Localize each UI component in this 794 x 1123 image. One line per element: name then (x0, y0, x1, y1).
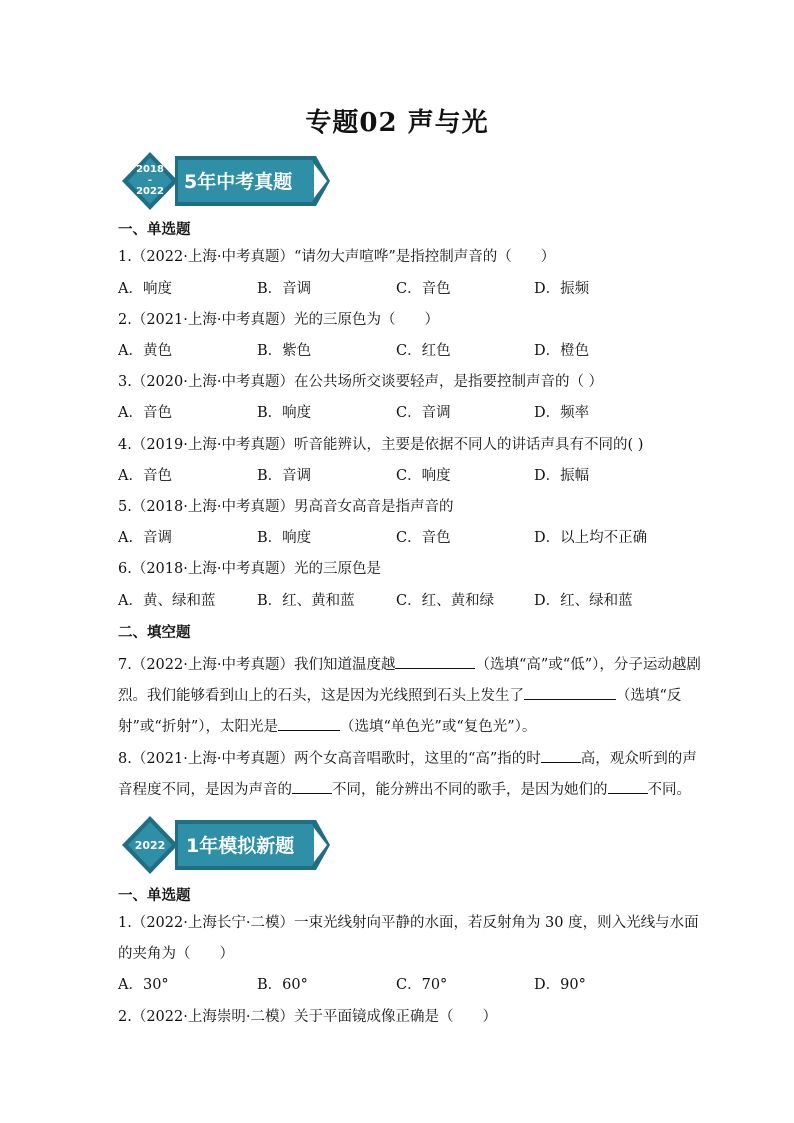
section-banner-mock (120, 814, 332, 876)
answer-blank[interactable] (292, 779, 332, 794)
option-b: B．音调 (257, 281, 312, 297)
option-c: C．音调 (396, 405, 451, 421)
question-stem: 1.（2022·上海长宁·二模）一束光线射向平静的水面，若反射角为 30 度，则入光线与水面 (118, 915, 699, 931)
question-stem: 6.（2018·上海·中考真题）光的三原色是 (118, 561, 381, 577)
question-stem: 3.（2020·上海·中考真题）在公共场所交谈要轻声，是指要控制声音的（ ） (118, 374, 604, 390)
question-8-line-1: 8.（2021·上海·中考真题）两个女高音唱歌时，这里的“高”指的时 高，观众听到的声 (118, 748, 697, 769)
option-b: B．60° (257, 977, 308, 993)
option-a: A．音色 (118, 405, 172, 421)
question-stem-continued: 的夹角为（ ） (118, 946, 234, 962)
option-b: B．响度 (257, 405, 312, 421)
banner1-years-top: 2018 (136, 164, 164, 175)
option-a: A．音调 (118, 530, 172, 546)
section-banner-exam (120, 150, 332, 212)
option-b: B．响度 (257, 530, 312, 546)
banner1-years-bottom: 2022 (136, 186, 164, 197)
option-b: B．音调 (257, 468, 312, 484)
question-stem: 5.（2018·上海·中考真题）男高音女高音是指声音的 (118, 499, 454, 515)
option-c: C．响度 (396, 468, 451, 484)
option-c: C．红、黄和绿 (396, 593, 495, 609)
option-c: C．音色 (396, 281, 451, 297)
option-b: B．紫色 (257, 343, 312, 359)
option-d: D．90° (534, 977, 586, 993)
question-7-line-3: 射”或“折射”），太阳光是 （选填“单色光”或“复色光”）。 (118, 716, 536, 737)
question-stem: 2.（2022·上海崇明·二模）关于平面镜成像正确是（ ） (118, 1009, 497, 1025)
option-d: D．以上均不正确 (534, 530, 648, 546)
option-c: C．红色 (396, 343, 451, 359)
question-stem: 2.（2021·上海·中考真题）光的三原色为（ ） (118, 312, 439, 328)
question-7-line-2: 烈。我们能够看到山上的石头，这是因为光线照到石头上发生了 （选填“反 (118, 685, 681, 706)
option-d: D．振频 (534, 281, 590, 297)
option-d: D．橙色 (534, 343, 590, 359)
option-a: A．黄色 (118, 343, 172, 359)
section2-heading: 二、填空题 (118, 625, 191, 641)
option-a: A．30° (118, 977, 169, 993)
option-a: A．音色 (118, 468, 172, 484)
option-d: D．频率 (534, 405, 590, 421)
answer-blank[interactable] (524, 685, 616, 700)
option-c: C．70° (396, 977, 448, 993)
answer-blank[interactable] (541, 748, 581, 763)
question-stem: 4.（2019·上海·中考真题）听音能辨认，主要是依据不同人的讲话声具有不同的( ) (118, 437, 644, 453)
question-7-line-1: 7.（2022·上海·中考真题）我们知道温度越 （选填“高”或“低”），分子运动越剧 (118, 654, 701, 675)
question-stem: 1.（2022·上海·中考真题）“请勿大声喧哗”是指控制声音的（ ） (118, 249, 556, 265)
banner1-label: 5年中考真题 (184, 171, 293, 193)
option-c: C．音色 (396, 530, 451, 546)
section3-heading: 一、单选题 (118, 888, 191, 904)
answer-blank[interactable] (395, 654, 475, 669)
option-b: B．红、黄和蓝 (257, 593, 355, 609)
question-8-line-2: 音程度不同，是因为声音的 不同，能分辨出不同的歌手，是因为她们的 不同。 (118, 779, 691, 800)
answer-blank[interactable] (278, 716, 340, 731)
option-d: D．振幅 (534, 468, 590, 484)
page-title: 专题02 声与光 (305, 108, 489, 138)
banner2-year: 2022 (134, 839, 166, 852)
option-a: A．响度 (118, 281, 172, 297)
option-a: A．黄、绿和蓝 (118, 593, 216, 609)
option-d: D．红、绿和蓝 (534, 593, 633, 609)
section1-heading: 一、单选题 (118, 222, 191, 238)
banner2-label: 1年模拟新题 (186, 835, 295, 857)
banner1-years-mid: - (147, 175, 153, 186)
answer-blank[interactable] (608, 779, 648, 794)
